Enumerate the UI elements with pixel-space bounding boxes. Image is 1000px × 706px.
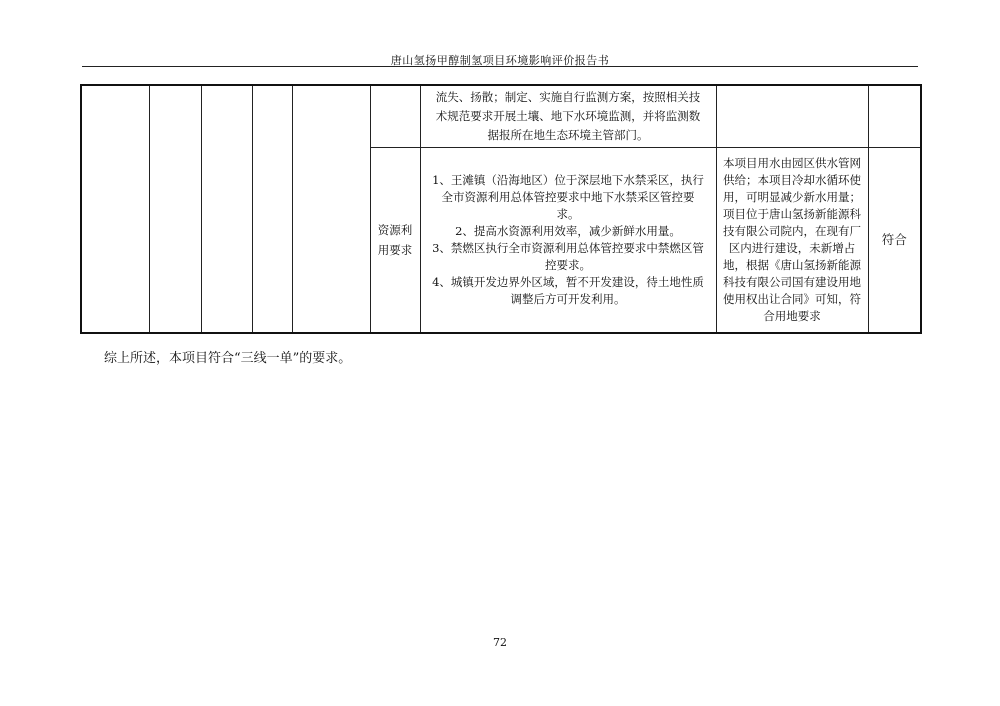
resource-use-requirements: [421, 172, 716, 308]
requirement-item: 1、王滩镇（沿海地区）位于深层地下水禁采区，执行全市资源利用总体管控要求中地下水禁采区管控要求。: [432, 172, 704, 221]
row1-status-cell: [716, 85, 868, 147]
table-col-5-cell: [292, 85, 370, 333]
conclusion-text: 符合: [881, 232, 907, 248]
row1-content-text: 流失、扬散；制定、实施自行监测方案，按照相关技术规范要求开展土壤、地下水环境监测，并将监测数据报所在地生态环境主管部门。: [435, 89, 701, 142]
compliance-table: [80, 84, 922, 334]
requirement-item: 2、提高水资源利用效率，减少新鲜水用量。: [455, 223, 681, 238]
table-col-1-cell: [81, 85, 149, 333]
page-header-title: 唐山氢扬甲醇制氢项目环境影响评价报告书: [390, 54, 610, 67]
table-col-2-cell: [149, 85, 201, 333]
summary-paragraph: 综上所述，本项目符合“三线一单”的要求。: [104, 351, 352, 366]
project-status-cell: [716, 147, 868, 333]
requirement-item: 3、禁燃区执行全市资源利用总体管控要求中禁燃区管控要求。: [432, 240, 704, 272]
requirement-item: 4、城镇开发边界外区域，暂不开发建设，待土地性质调整后方可开发利用。: [432, 274, 704, 306]
row1-label-cell: [370, 85, 420, 147]
resource-use-requirements-cell: [420, 147, 716, 333]
table-col-4-cell: [252, 85, 292, 333]
resource-use-label-cell: [370, 147, 420, 333]
resource-use-label: 资源利用要求: [377, 222, 413, 257]
table-col-3-cell: [201, 85, 252, 333]
header-divider: [82, 66, 918, 67]
project-status-text: 本项目用水由园区供水管网供给；本项目冷却水循环使用，可明显减少新水用量；项目位于唐山氢扬新能源科技有限公司院内，在现有厂区内进行建设，未新增占地，根据《唐山氢扬新能源科技有限公司国有建设用地使用权出让合同》可知，符合用地要求: [723, 155, 861, 323]
conclusion-cell: [868, 147, 921, 333]
row1-conclusion-cell: [868, 85, 921, 147]
row1-content-cell: [420, 85, 716, 147]
page-number: 72: [493, 636, 507, 649]
